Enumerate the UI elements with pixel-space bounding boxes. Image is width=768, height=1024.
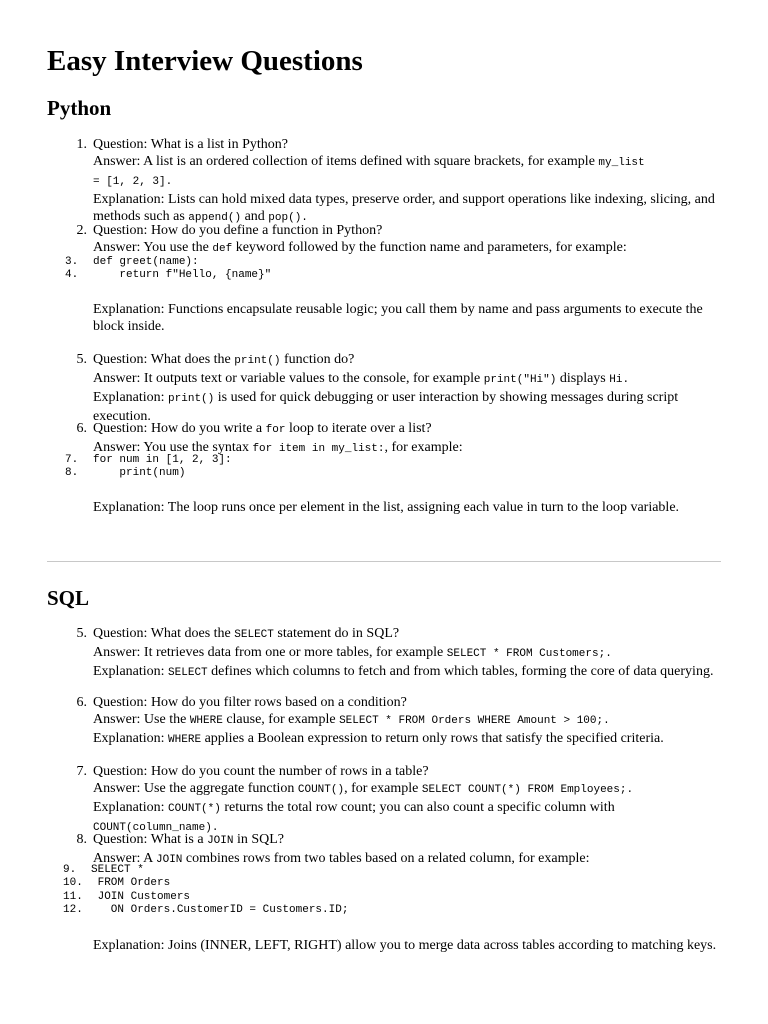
explanation-text: Explanation: SELECT defines which columns to fetch and from which tables, forming the core of data querying. — [93, 664, 714, 679]
explanation-text: Explanation: COUNT(*) returns the total row count; you can also count a specific column with COUNT(column_name). — [93, 800, 615, 834]
code-line: FROM Orders — [91, 877, 171, 890]
question-text: Question: What is a JOIN in SQL? — [93, 832, 285, 847]
code-line: JOIN Customers — [91, 890, 191, 903]
item-number: 6. — [76, 695, 87, 710]
item-number: 2. — [76, 223, 87, 238]
page-title: Easy Interview Questions — [47, 45, 363, 77]
question-text: Question: What does the SELECT statement do in SQL? — [93, 626, 400, 641]
answer-text: Answer: You use the def keyword followed by the function name and parameters, for example: — [93, 240, 627, 255]
list-item — [76, 136, 723, 227]
code-line-number: 11. — [63, 890, 83, 903]
question-text: Question: How do you write a for loop to iterate over a list? — [93, 421, 432, 436]
answer-text: Answer: It outputs text or variable values to the console, for example print("Hi") displays Hi. — [93, 371, 630, 386]
question-text: Question: What is a list in Python? — [93, 137, 288, 152]
code-line-number: 10. — [63, 877, 83, 890]
item-number: 6. — [76, 421, 87, 436]
code-line: return f"Hello, {name}" — [93, 269, 272, 282]
answer-text: Answer: Use the aggregate function COUNT(), for example SELECT COUNT(*) FROM Employees;. — [93, 781, 634, 796]
answer-text: Answer: A JOIN combines rows from two tables based on a related column, for example: — [93, 851, 590, 866]
item-number: 8. — [76, 832, 87, 847]
code-line: SELECT * — [91, 864, 144, 876]
list-item — [76, 625, 723, 682]
explanation-text: Explanation: The loop runs once per element in the list, assigning each value in turn to the loop variable. — [93, 500, 680, 515]
question-text: Question: How do you define a function in Python? — [93, 223, 383, 238]
list-item — [76, 694, 723, 749]
explanation-text: Explanation: Joins (INNER, LEFT, RIGHT) allow you to merge data across tables according to matching keys. — [93, 938, 717, 953]
item-number: 5. — [76, 352, 87, 367]
answer-text: Answer: Use the WHERE clause, for example SELECT * FROM Orders WHERE Amount > 100;. — [93, 712, 610, 727]
code-line-number: 8. — [65, 467, 79, 480]
code-line: print(num) — [93, 467, 186, 480]
code-block — [65, 256, 271, 283]
section-divider — [47, 561, 721, 562]
answer-text: Answer: You use the syntax for item in my_list:, for example: — [93, 440, 463, 455]
code-block — [65, 454, 232, 481]
item-number: 5. — [76, 626, 87, 641]
section-heading-python: Python — [47, 96, 112, 120]
explanation-text: Explanation: WHERE applies a Boolean expression to return only rows that satisfy the specified criteria. — [93, 731, 664, 746]
item-number: 1. — [76, 137, 87, 152]
explanation-text: Explanation: Functions encapsulate reusable logic; you call them by name and pass arguments to execute the block inside. — [93, 302, 703, 334]
code-line-number: 3. — [65, 256, 79, 268]
question-text: Question: How do you filter rows based on a condition? — [93, 695, 407, 710]
item-number: 7. — [76, 764, 87, 779]
list-item — [76, 351, 723, 425]
question-text: Question: What does the print() function do? — [93, 352, 355, 367]
question-text: Question: How do you count the number of rows in a table? — [93, 764, 429, 779]
explanation-text: Explanation: Lists can hold mixed data types, preserve order, and support operations like indexing, slicing, and methods such as append() and pop(). — [93, 192, 715, 224]
code-line-number: 12. — [63, 903, 83, 916]
code-line: def greet(name): — [93, 256, 199, 268]
section-heading-sql: SQL — [47, 586, 90, 610]
code-line: for num in [1, 2, 3]: — [93, 454, 232, 466]
answer-text: Answer: It retrieves data from one or more tables, for example SELECT * FROM Customers;. — [93, 645, 612, 660]
explanation-text: Explanation: print() is used for quick debugging or user interaction by showing messages during script execution. — [93, 390, 679, 424]
code-block — [63, 864, 348, 917]
list-item — [76, 222, 723, 258]
code-line-number: 9. — [63, 864, 77, 876]
list-item — [76, 420, 723, 458]
answer-text: Answer: A list is an ordered collection of items defined with square brackets, for example my_list = [1, 2, 3]. — [93, 154, 645, 188]
list-item — [76, 763, 723, 837]
code-line: ON Orders.CustomerID = Customers.ID; — [91, 903, 349, 916]
code-line-number: 7. — [65, 454, 79, 466]
code-line-number: 4. — [65, 269, 79, 282]
